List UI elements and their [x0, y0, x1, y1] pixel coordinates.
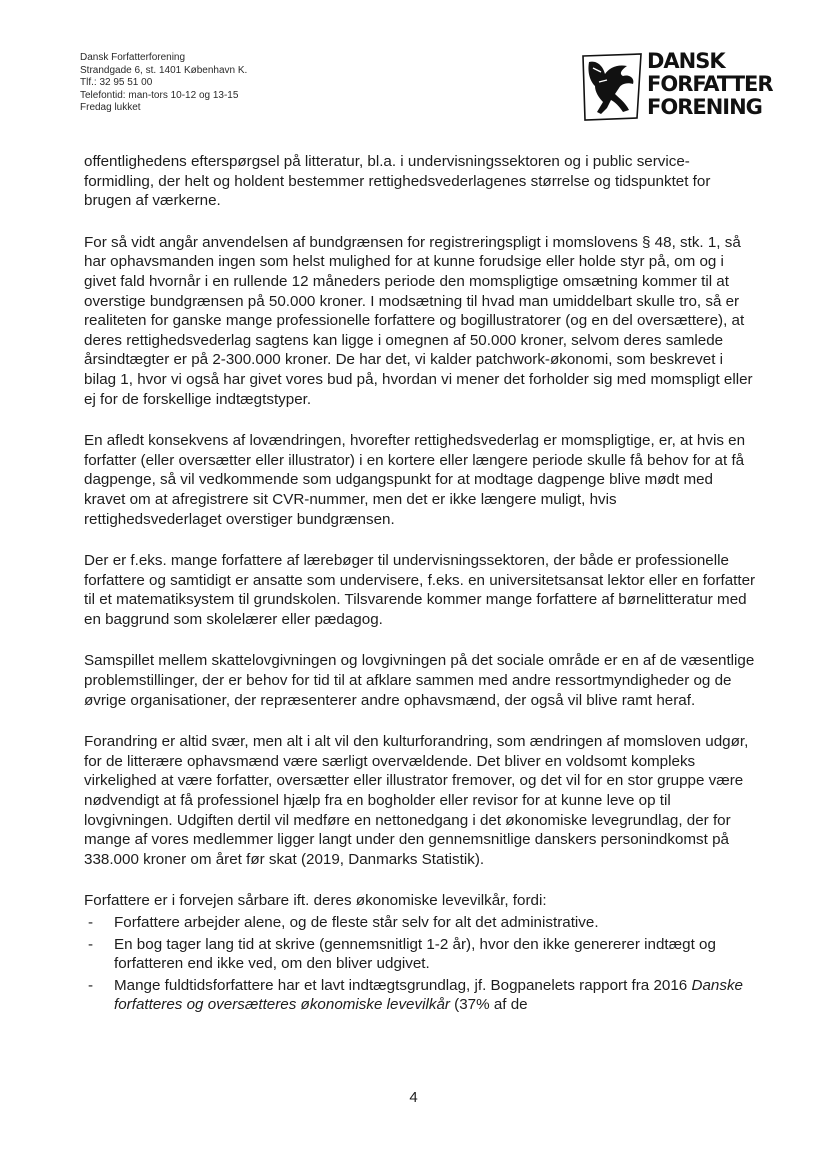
- vulnerability-list: [84, 913, 756, 1015]
- paragraph-public-demand: offentlighedens efterspørgsel på litteratur, bl.a. i undervisningssektoren og i public service-formidling, der helt og holdent bestemmer rettighedsvederlagenes størrelse og tidspunktet for brugen af værkerne.: [84, 153, 711, 210]
- report-title: Danske forfatteres og oversætteres økonomiske levevilkår: [114, 976, 743, 1014]
- logo-word-forfatter: FORFATTER: [647, 72, 773, 96]
- pegasus-horse-logo-icon: [579, 52, 645, 122]
- list-item: [84, 976, 756, 1015]
- paragraph-cultural-change: Forandring er altid svær, men alt i alt vil den kulturforandring, som ændringen af momsloven udgør, for de litterære ophavsmænd være særligt overvældende. Det bliver en voldsomt kompleks virkelighed at være forfatter, oversætter eller illustrator fremover, og det vil for en stor gruppe være nødvendigt at få professionel hjælp fra en bogholder eller revisor for at kunne leve op til lovgivningen. Udgiften dertil vil medføre en nettonedgang i det økonomiske levegrundlag, der for mange af vores medlemmer ligger langt under den gennemsnitlige danskers personindkomst på 338.000 kroner om året før skat (2019, Danmarks Statistik).: [84, 733, 749, 868]
- paragraph-textbook-authors: Der er f.eks. mange forfattere af lærebøger til undervisningssektoren, der både er professionelle forfattere og samtidigt er ansatte som undervisere, f.eks. en universitetsansat lektor eller en forfatter til et matematiksystem til grundskolen. Tilsvarende kommer mange forfattere af børnelitteratur med en baggrund som skolelærer eller pædagog.: [84, 552, 756, 628]
- list-dash: -: [88, 914, 94, 931]
- paragraph-tax-social-interplay: Samspillet mellem skattelovgivningen og lovgivningen på det sociale område er en af de væsentlige problemstillinger, der er behov for tid til at afklare sammen med andre ressortmyndigheder og de øvrige organisationer, der repræsenterer andre ophavsmænd, der også vil blive ramt heraf.: [84, 652, 755, 709]
- organization-logo: [579, 50, 774, 126]
- list-item-text: Mange fuldtidsforfattere har et lavt indtægtsgrundlag, jf. Bogpanelets rapport fra 2016: [114, 976, 692, 994]
- list-item: [84, 913, 756, 933]
- logo-wordmark: [647, 50, 773, 119]
- sender-phone: Tlf.: 32 95 51 00: [80, 77, 153, 89]
- sender-friday-note: Fredag lukket: [80, 102, 141, 114]
- list-item-text: Forfattere arbejder alene, og de fleste står selv for alt det administrative.: [114, 914, 599, 931]
- page-number: 4: [409, 1089, 418, 1106]
- list-item-text: En bog tager lang tid at skrive (gennemsnitligt 1-2 år), hvor den ikke genererer indtægt og forfatteren end ikke ved, om den bliver udgivet.: [114, 935, 716, 973]
- list-dash: -: [88, 935, 94, 953]
- letter-body: [84, 152, 756, 1017]
- sender-address-block: [80, 52, 247, 115]
- logo-word-forening: FORENING: [647, 95, 762, 119]
- list-dash: -: [88, 976, 94, 994]
- list-item-text-end: (37% af de: [449, 996, 528, 1014]
- sender-street: Strandgade 6, st. 1401 København K.: [80, 64, 248, 76]
- paragraph-vulnerability-intro: Forfattere er i forvejen sårbare ift. deres økonomiske levevilkår, fordi:: [84, 892, 547, 910]
- sender-name: Dansk Forfatterforening: [80, 52, 186, 63]
- list-item: [84, 935, 756, 974]
- paragraph-vat-threshold: For så vidt angår anvendelsen af bundgrænsen for registreringspligt i momslovens § 48, stk. 1, så har ophavsmanden ingen som helst mulighed for at kunne forudsige eller holde styr på, om og i givet fald hvornår i en rullende 12 måneders periode den momspligtige omsætning kommer til at overstige bundgrænsen på 50.000 kroner. I modsætning til hvad man umiddelbart skulle tro, så er realiteten for ganske mange professionelle forfattere og bogillustratorer (og en del oversættere), at deres rettighedsvederlag sagtens kan ligge i omegnen af 50.000 kroner, selvom deres samlede årsindtægter er på 2-300.000 kroner. De har det, vi kalder patchwork-økonomi, som beskrevet i bilag 1, hvor vi også har givet vores bud på, hvordan vi mener det forholder sig med momspligt eller ej for de forskellige indtægtstyper.: [84, 233, 753, 408]
- paragraph-unemployment-benefits: En afledt konsekvens af lovændringen, hvorefter rettighedsvederlag er momspligtige, er, at hvis en forfatter (eller oversætter eller illustrator) i en kortere eller længere periode skulle få behov for at få dagpenge, så vil vedkommende som udgangspunkt for at modtage dagpenge blive mødt med kravet om at afregistrere sit CVR-nummer, men det er ikke længere muligt, hvis rettighedsvederlaget overstiger bundgrænsen.: [84, 432, 746, 528]
- sender-phone-hours: Telefontid: man-tors 10-12 og 13-15: [80, 89, 239, 101]
- logo-word-dansk: DANSK: [647, 49, 725, 73]
